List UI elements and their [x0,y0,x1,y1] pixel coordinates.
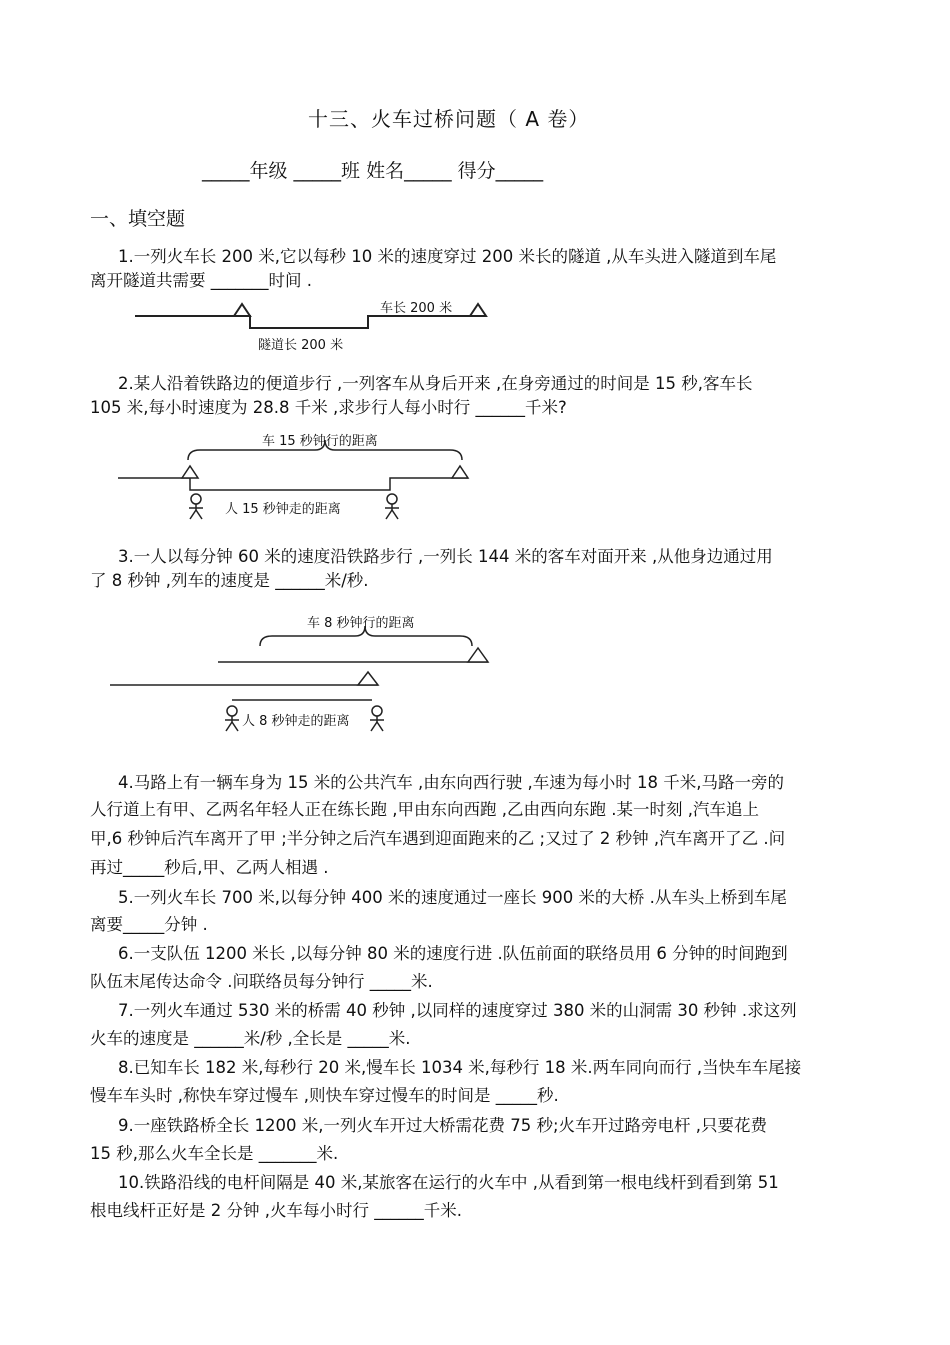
fig2-person-label: 人 15 秒钟走的距离 [225,502,341,517]
q10-line-1: 10.铁路沿线的电杆间隔是 40 米,某旅客在运行的火车中 ,从看到第一根电线杆到看到第 51 [118,1173,779,1192]
section-title: 一、填空题 [90,208,186,230]
q9-line-1: 9.一座铁路桥全长 1200 米,一列火车开过大桥需花费 75 秒;火车开过路旁电杆 ,只要花费 [118,1116,768,1135]
q8-line-2: 慢车车头时 ,称快车穿过慢车 ,则快车穿过慢车的时间是 _____秒. [90,1086,559,1105]
q7-line-2: 火车的速度是 ______米/秒 ,全长是 _____米. [90,1029,411,1048]
q6-line-2: 队伍末尾传达命令 .问联络员每分钟行 _____米. [90,972,433,991]
q7-line-1: 7.一列火车通过 530 米的桥需 40 秒钟 ,以同样的速度穿过 380 米的山洞需 30 秒钟 .求这列 [118,1001,797,1020]
q4-line-1: 4.马路上有一辆车身为 15 米的公共汽车 ,由东向西行驶 ,车速为每小时 18 千米,马路一旁的 [118,773,784,792]
fig3-person-end-icon [370,706,384,731]
q4-line-4: 再过_____秒后,甲、乙两人相遇 . [90,858,329,877]
fig3-train-front-marker [468,648,488,662]
q8-line-1: 8.已知车长 182 米,每秒行 20 米,慢车长 1034 米,每秒行 18 米.两车同向而行 ,当快车车尾接 [118,1058,802,1077]
q3-line-2: 了 8 秒钟 ,列车的速度是 ______米/秒. [90,571,369,590]
q4-line-2: 人行道上有甲、乙两名年轻人正在练长跑 ,甲由东向西跑 ,乙由西向东跑 .某一时刻 ,汽车追上 [90,800,759,819]
q5-line-2: 离要_____分钟 . [90,915,208,934]
q6-line-1: 6.一支队伍 1200 米长 ,以每分钟 80 米的速度行进 .队伍前面的联络员用 6 分钟的时间跑到 [118,944,788,963]
q1-line-1: 1.一列火车长 200 米,它以每秒 10 米的速度穿过 200 米长的隧道 ,从车头进入隧道到车尾 [118,247,777,266]
q9-line-2: 15 秒,那么火车全长是 _______米. [90,1144,339,1163]
q1-line-2: 离开隧道共需要 _______时间 . [90,271,312,290]
q4-line-3: 甲,6 秒钟后汽车离开了甲 ;半分钟之后汽车遇到迎面跑来的乙 ;又过了 2 秒钟 ,汽车离开了乙 .问 [90,829,786,848]
fig1-tunnel-label: 隧道长 200 米 [258,338,344,353]
student-info-line: _____年级 _____班 姓名_____ 得分_____ [202,160,544,182]
fig2-train-label: 车 15 秒钟行的距离 [262,434,378,449]
q2-line-1: 2.某人沿着铁路边的便道步行 ,一列客车从身后开来 ,在身旁通过的时间是 15 秒,客车长 [118,374,753,393]
fig1-train-label: 车长 200 米 [380,301,453,316]
q3-line-1: 3.一人以每分钟 60 米的速度沿铁路步行 ,一列长 144 米的客车对面开来 ,从他身边通过用 [118,547,773,566]
fig3-train-rear-marker [358,672,378,685]
fig3-person-start-icon [225,706,239,731]
q5-line-1: 5.一列火车长 700 米,以每分钟 400 米的速度通过一座长 900 米的大桥 .从车头上桥到车尾 [118,888,787,907]
fig3-train-label: 车 8 秒钟行的距离 [307,616,415,631]
fig3-person-label: 人 8 秒钟走的距离 [242,714,350,729]
q2-line-2: 105 米,每小时速度为 28.8 千米 ,求步行人每小时行 ______千米? [90,398,567,417]
page-title: 十三、火车过桥问题（ A 卷） [308,107,590,131]
q10-line-2: 根电线杆正好是 2 分钟 ,火车每小时行 ______千米. [90,1201,462,1220]
